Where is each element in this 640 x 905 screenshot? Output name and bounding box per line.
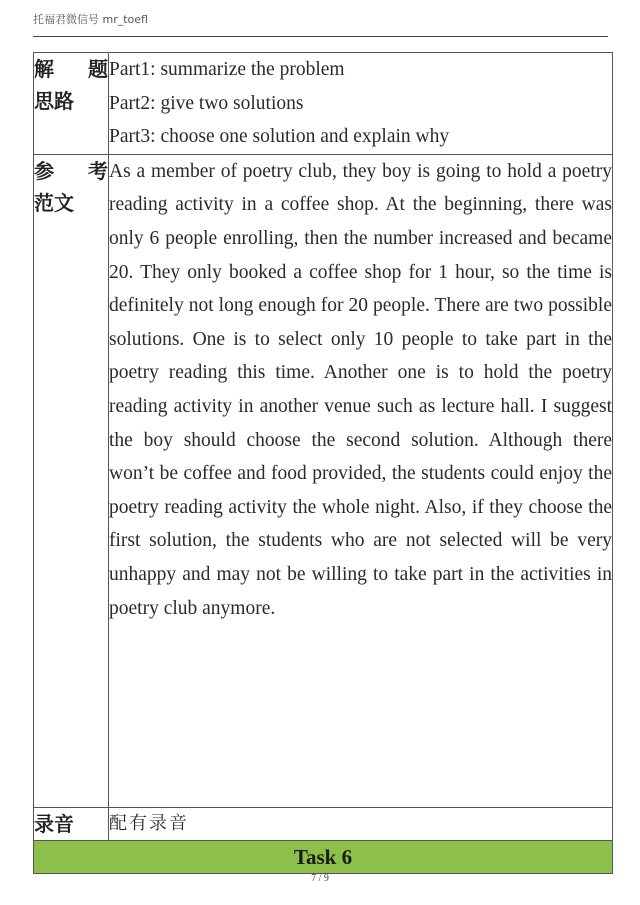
page-header: 托福君微信号 mr_toefl [33, 13, 148, 26]
label-word: 范文 [34, 190, 74, 215]
label-word: 思路 [34, 89, 74, 113]
approach-line: Part1: summarize the problem [109, 59, 345, 80]
audio-note: 配有录音 [109, 807, 613, 840]
content-table [33, 52, 613, 874]
sample-answer-text: As a member of poetry club, they boy is going to hold a poetry reading activity in a coffee shop. At the beginning, there was only 6 people enrolling, then the number increased and became 20. They only booked a coffee shop for 1 hour, so the time is definitely not long enough for 20 people. There are two possible solutions. One is to select only 10 people to take part in the poetry reading this time. Another one is to hold the poetry reading activity in another venue such as lecture hall. I suggest the boy should choose the second solution. Although there won’t be coffee and food provided, the students could enjoy the poetry reading activity the whole night. Also, if they choose the first solution, the students who are not selected will be very unhappy and may not be willing to take part in the activities in poetry club anymore. [109, 154, 613, 807]
page-number: 7 / 9 [311, 873, 329, 884]
header-divider [33, 36, 608, 37]
approach-content [109, 53, 613, 155]
table-row-audio [34, 807, 613, 840]
approach-line: Part3: choose one solution and explain why [109, 126, 450, 148]
row-label-sample [34, 154, 109, 807]
table-row-approach [34, 53, 613, 155]
label-char: 考 [88, 158, 108, 183]
label-char: 解 [34, 57, 54, 81]
label-char: 参 [34, 158, 54, 183]
table-row-sample [34, 154, 613, 807]
row-label-audio: 录音 [34, 807, 109, 840]
task-header-row [34, 840, 613, 873]
task-title: Task 6 [34, 840, 613, 873]
row-label-approach [34, 53, 109, 155]
approach-line: Part2: give two solutions [109, 92, 304, 114]
label-char: 题 [88, 57, 108, 81]
